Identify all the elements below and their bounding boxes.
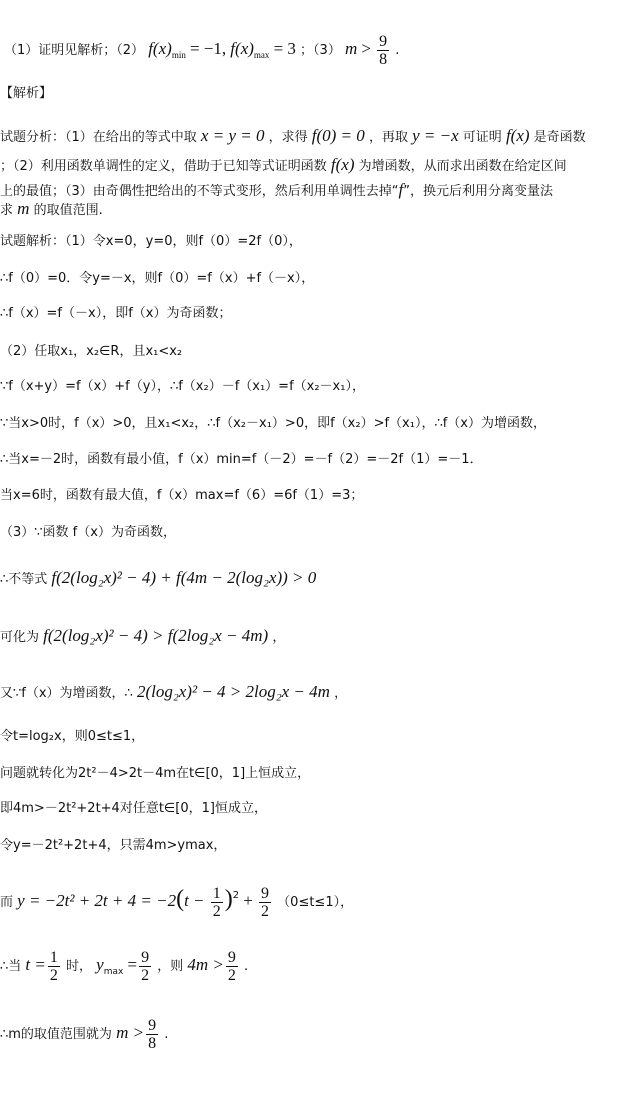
inequality-expression: f(2(log₂x)² − 4) + f(4m − 2(log₂x)) > 0: [51, 568, 317, 587]
solution-line-8: 当x=6时，函数有最大值，f（x）max=f（6）=6f（1）=3；: [0, 488, 364, 503]
reduced-inequality-line: 可化为 f(2(log₂x)² − 4) > f(2log₂x − 4m) ，: [0, 626, 286, 645]
analysis-line-4: 求 m 的取值范围.: [0, 199, 103, 218]
fmax-label: $f(x)_{max}$: [230, 39, 270, 60]
increasing-line: 又∵f（x）为增函数，∴ 2(log₂x)² − 4 > 2log₂x − 4m ，: [0, 682, 348, 701]
analysis-line-1: 试题分析：（1）在给出的等式中取 x = y = 0 ，求得 f(0) = 0 ，再取 y = −x 可证明 f(x) 是奇函数: [0, 126, 586, 145]
answer-part1: （1）证明见解析；（2）: [4, 43, 145, 58]
analysis-line-3: 上的最值；（3）由奇偶性把给出的不等式变形，然后利用单调性去掉“f”，换元后利用分离变量法: [0, 180, 553, 199]
substitution-line-1: 令t=log₂x，则0≤t≤1，: [0, 729, 145, 744]
solution-line-6: ∵当x>0时，f（x）>0，且x₁<x₂，∴f（x₂－x₁）>0，即f（x₂）>f（x₁），∴f（x）为增函数，: [0, 416, 546, 431]
solution-line-4: （2）任取x₁，x₂∈R，且x₁<x₂: [0, 344, 183, 359]
answer-end: .: [395, 43, 400, 58]
extremum-line: ∴当 t = $\frac{1}{2}$ 时， $y_{max}$ = $\frac{9}{2}$ ，则 4m > $\frac{9}{2}$ .: [0, 949, 249, 984]
solution-line-3: ∴f（x）=f（－x），即f（x）为奇函数；: [0, 306, 232, 321]
final-answer-line: ∴m的取值范围就为 m > $\frac{9}{8}$ .: [0, 1017, 169, 1052]
increasing-expression: 2(log₂x)² − 4 > 2log₂x − 4m: [136, 682, 330, 701]
solution-line-1: 试题解析：（1）令x=0，y=0，则f（0）=2f（0），: [0, 234, 302, 249]
inequality-line: ∴不等式 f(2(log₂x)² − 4) + f(4m − 2(log₂x)) > 0: [0, 568, 317, 587]
substitution-line-4: 令y=－2t²+2t+4，只需4m>ymax，: [0, 838, 227, 853]
solution-line-9: （3）∵函数 f（x）为奇函数，: [0, 525, 176, 540]
substitution-line-3: 即4m>－2t²+2t+4对任意t∈[0，1]恒成立，: [0, 801, 267, 816]
m-variable: m: [344, 39, 358, 58]
nine-eighths-fraction: $\frac{9}{8}$: [379, 33, 388, 68]
answer-line: [4, 33, 399, 68]
analysis-line-2: ；（2）利用函数单调性的定义，借助于已知等式证明函数 f(x) 为增函数，从而求出函数在给定区间: [0, 155, 567, 174]
solution-line-2: ∴f（0）=0．令y=－x，则f（0）=f（x）+f（－x），: [0, 271, 315, 286]
solution-line-7: ∴当x=－2时，函数有最小值，f（x）min=f（－2）=－f（2）=－2f（1）=－1．: [0, 452, 483, 467]
reduced-expression: f(2(log₂x)² − 4) > f(2log₂x − 4m): [43, 626, 269, 645]
substitution-line-2: 问题就转化为2t²－4>2t－4m在t∈[0，1]上恒成立，: [0, 766, 311, 781]
fmin-value: = −1,: [189, 39, 227, 58]
y-expression-line: 而 y = −2t² + 2t + 4 = −2(t − $\frac{1}{2}$ )$^2$ + $\frac{9}{2}$ （0≤t≤1），: [0, 885, 354, 920]
gt-sign: >: [361, 39, 371, 58]
fmin-label: $f(x)_{min}$: [148, 39, 186, 60]
solution-line-5: ∵f（x+y）=f（x）+f（y），∴f（x₂）－f（x₁）=f（x₂－x₁），: [0, 379, 365, 394]
analysis-heading: 【解析】: [0, 86, 53, 101]
fmax-value: = 3: [273, 39, 296, 58]
answer-part3: ；（3）: [300, 43, 341, 58]
